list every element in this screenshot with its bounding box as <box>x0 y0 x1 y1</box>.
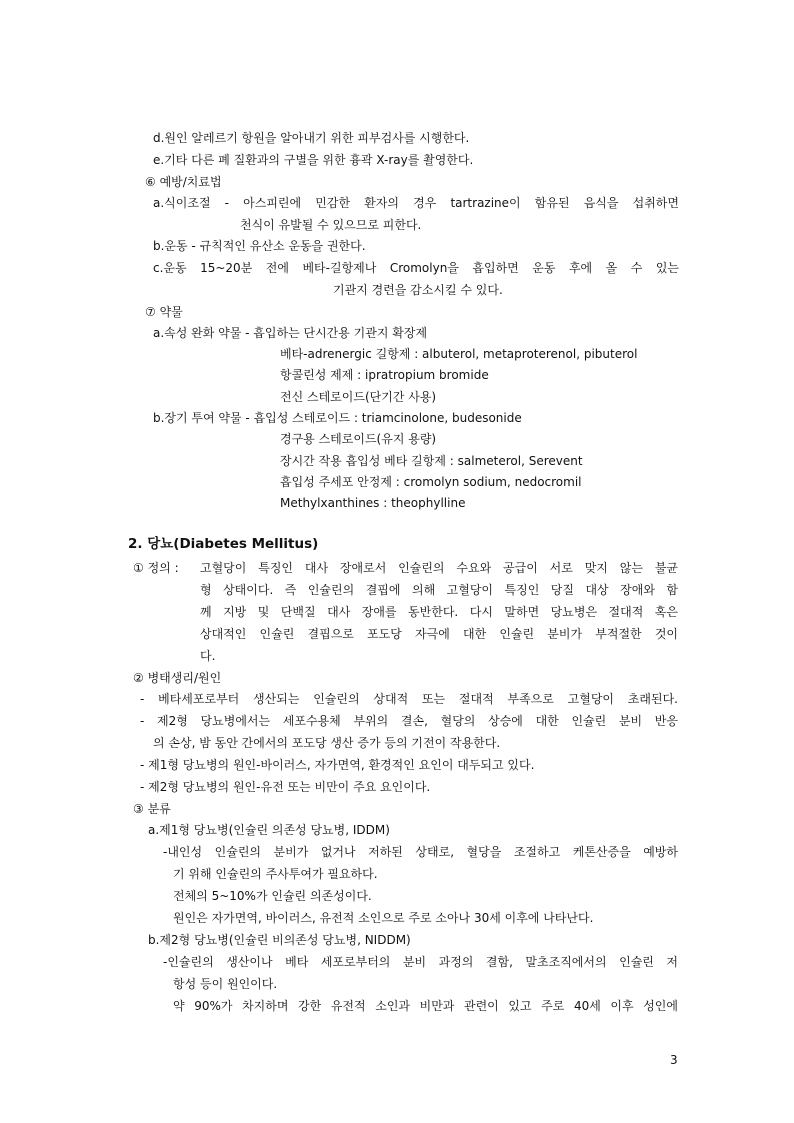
text-line: 고혈당이 특징인 대사 장애로서 인슐린의 수요와 공급이 서로 맞지 않는 불균 <box>200 561 678 575</box>
text-line: 전체의 5~10%가 인슐린 의존성이다. <box>173 889 372 903</box>
text-line: 항콜린성 제제 : ipratropium bromide <box>280 368 489 382</box>
text-line: 상대적인 인슐린 결핍으로 포도당 자극에 대한 인슐린 분비가 부적절한 것이 <box>200 627 678 641</box>
subsection-heading: ② 병태생리/원인 <box>133 671 222 685</box>
text-line: 항성 등이 원인이다. <box>173 977 278 991</box>
text-line: 기관지 경련을 감소시킬 수 있다. <box>333 283 503 297</box>
text-line: Methylxanthines : theophylline <box>280 496 466 510</box>
text-line: 장시간 작용 흡입성 베타 길항제 : salmeterol, Serevent <box>280 454 583 468</box>
text-line: 베타-adrenergic 길항제 : albuterol, metaproterenol, pibuterol <box>280 347 638 361</box>
text-line: - 제2형 당뇨병의 원인-유전 또는 비만이 주요 요인이다. <box>140 780 431 794</box>
text-line: 형 상태이다. 즉 인슐린의 결핍에 의해 고혈당이 특징인 당질 대상 장애와 함 <box>200 583 678 597</box>
text-line: 께 지방 및 단백질 대사 장애를 동반한다. 다시 말하면 당뇨병은 절대적 혹은 <box>200 605 678 619</box>
text-line: 원인은 자가면역, 바이러스, 유전적 소인으로 주로 소아나 30세 이후에 나타난다. <box>173 911 594 925</box>
text-line: b.운동 - 규칙적인 유산소 운동을 권한다. <box>153 239 366 253</box>
subsection-heading: ⑥ 예방/치료법 <box>145 175 222 189</box>
text-line: 전신 스테로이드(단기간 사용) <box>280 390 437 404</box>
section-title: 2. 당뇨(Diabetes Mellitus) <box>128 536 319 552</box>
page-number: 3 <box>670 1053 678 1067</box>
text-line: b.장기 투여 약물 - 흡입성 스테로이드 : triamcinolone, budesonide <box>153 411 522 425</box>
text-line: b.제2형 당뇨병(인슐린 비의존성 당뇨병, NIDDM) <box>148 933 411 947</box>
text-line: - 베타세포로부터 생산되는 인슐린의 상대적 또는 절대적 부족으로 고혈당이 초래된다. <box>140 692 678 706</box>
text-line: c.운동 15~20분 전에 베타-길항제나 Cromolyn을 흡입하면 운동 후에 올 수 있는 <box>153 261 679 275</box>
text-line: 의 손상, 밤 동안 간에서의 포도당 생산 증가 등의 기전이 작용한다. <box>153 736 501 750</box>
text-line: a.제1형 당뇨병(인슐린 의존성 당뇨병, IDDM) <box>148 823 390 837</box>
text-line: 천식이 유발될 수 있으므로 피한다. <box>240 218 422 232</box>
text-line: 경구용 스테로이드(유지 용량) <box>280 432 437 446</box>
text-line: 흡입성 주세포 안정제 : cromolyn sodium, nedocromil <box>280 475 582 489</box>
subsection-heading: ⑦ 약물 <box>145 305 183 319</box>
text-line: d.원인 알레르기 항원을 알아내기 위한 피부검사를 시행한다. <box>153 131 470 145</box>
text-line: -내인성 인슐린의 분비가 없거나 저하된 상태로, 혈당을 조절하고 케톤산증을 예방하 <box>163 845 678 859</box>
subsection-heading: ③ 분류 <box>133 802 171 816</box>
definition-label: ① 정의 : <box>133 561 179 575</box>
text-line: -인슐린의 생산이나 베타 세포로부터의 분비 과정의 결함, 말초조직에서의 인슐린 저 <box>163 955 678 969</box>
text-line: a.속성 완화 약물 - 흡입하는 단시간용 기관지 확장제 <box>153 326 428 340</box>
text-line: 다. <box>200 649 216 663</box>
text-line: a.식이조절 - 아스피린에 민감한 환자의 경우 tartrazine이 함유된 음식을 섭취하면 <box>153 196 679 210</box>
text-line: 약 90%가 차지하며 강한 유전적 소인과 비만과 관련이 있고 주로 40세 이후 성인에 <box>173 999 678 1013</box>
text-line: 기 위해 인슐린의 주사투여가 필요하다. <box>173 867 378 881</box>
text-line: - 제1형 당뇨병의 원인-바이러스, 자가면역, 환경적인 요인이 대두되고 있다. <box>140 758 535 772</box>
text-line: - 제2형 당뇨병에서는 세포수용체 부위의 결손, 혈당의 상승에 대한 인슐린 분비 반응 <box>140 714 678 728</box>
text-line: e.기타 다른 폐 질환과의 구별을 위한 흉곽 X-ray를 촬영한다. <box>153 153 474 167</box>
